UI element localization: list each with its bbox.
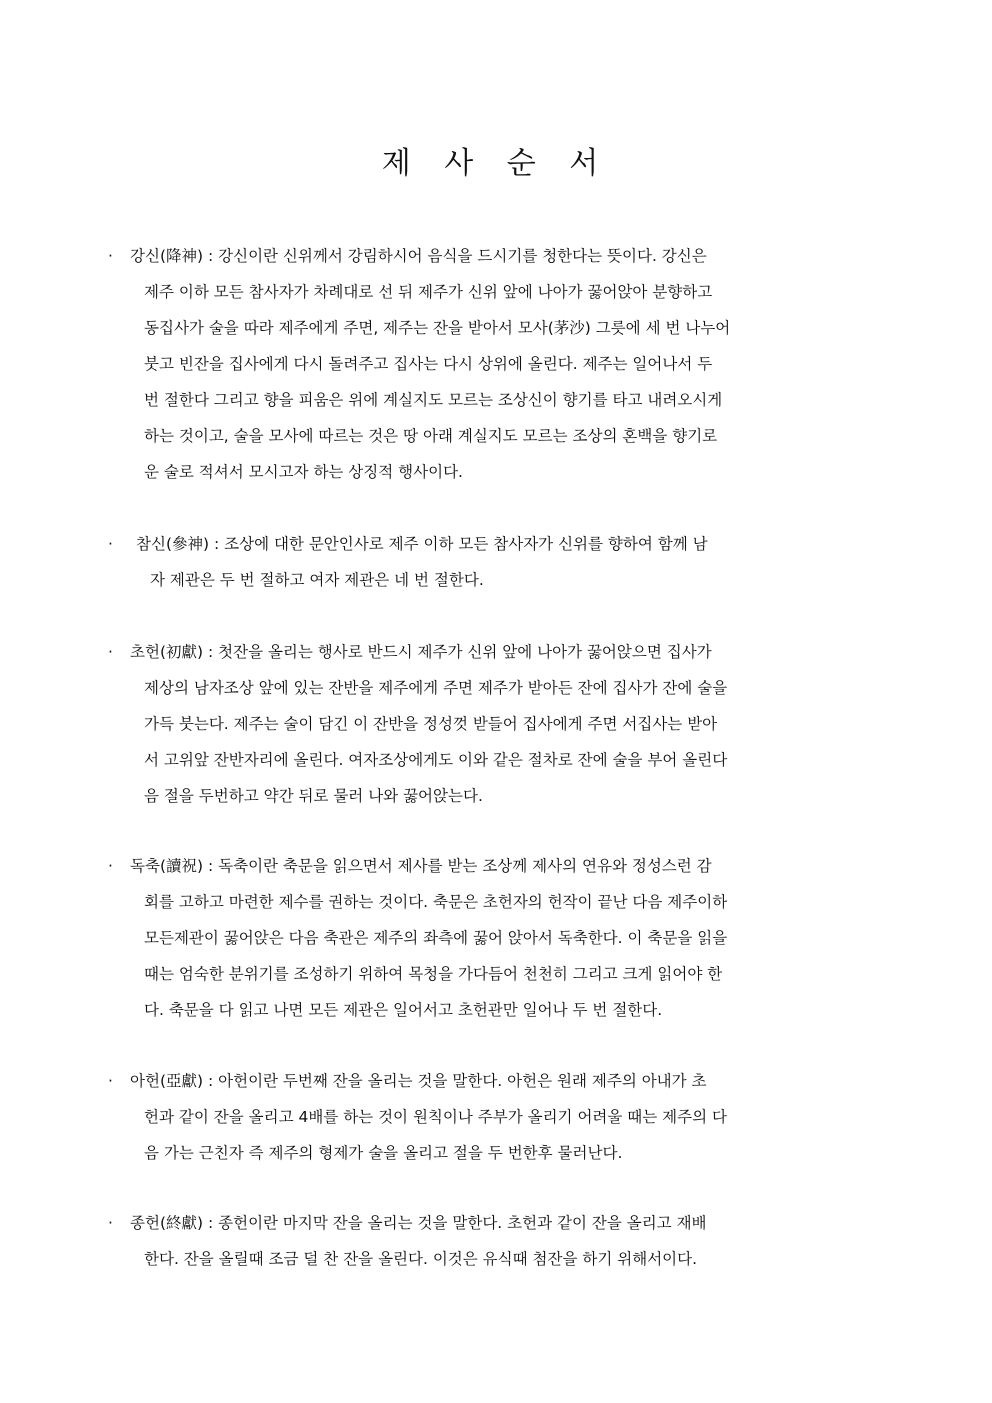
- section-text: 가득 붓는다. 제주는 술이 담긴 이 잔반을 정성껏 받들어 집사에게 주면 서집사는 받아: [144, 715, 718, 733]
- section-text: 음 절을 두번하고 약간 뒤로 물러 나와 꿇어앉는다.: [144, 787, 483, 805]
- section-dokchuk: [108, 848, 900, 1028]
- section-text: 모든제관이 꿇어앉은 다음 축관은 제주의 좌측에 꿇어 앉아서 독축한다. 이 축문을 읽을: [144, 929, 728, 947]
- section-line: [144, 706, 900, 742]
- section-line: [108, 848, 900, 884]
- bullet-mark: ·: [108, 247, 113, 265]
- section-text: 서 고위앞 잔반자리에 올린다. 여자조상에게도 이와 같은 절차로 잔에 술을 부어 올린다: [144, 751, 728, 769]
- section-text: 한다. 잔을 올릴때 조금 덜 찬 잔을 올린다. 이것은 유식때 첨잔을 하기 위해서이다.: [144, 1250, 698, 1268]
- section-line: [144, 920, 900, 956]
- section-line: [108, 634, 900, 670]
- section-text: 아헌(亞獻) : 아헌이란 두번째 잔을 올리는 것을 말한다. 아헌은 원래 제주의 아내가 초: [130, 1072, 707, 1090]
- section-line: [144, 884, 900, 920]
- section-line: [144, 382, 900, 418]
- section-choheon: [108, 634, 900, 814]
- section-line: [144, 1135, 900, 1171]
- section-text: 회를 고하고 마련한 제수를 권하는 것이다. 축문은 초헌자의 헌작이 끝난 다음 제주이하: [144, 893, 728, 911]
- section-text: 하는 것이고, 술을 모사에 따르는 것은 땅 아래 계실지도 모르는 조상의 혼백을 향기로: [144, 427, 718, 445]
- section-line: [144, 778, 900, 814]
- bullet-mark: ·: [108, 1214, 113, 1232]
- section-line: [144, 992, 900, 1028]
- section-text: 붓고 빈잔을 집사에게 다시 돌려주고 집사는 다시 상위에 올린다. 제주는 일어나서 두: [144, 355, 713, 373]
- section-line: [144, 346, 900, 382]
- section-line: [144, 454, 900, 490]
- section-text: 종헌(終獻) : 종헌이란 마지막 잔을 올리는 것을 말한다. 초헌과 같이 잔을 올리고 재배: [130, 1214, 707, 1232]
- page-title: 제 사 순 서: [381, 146, 611, 181]
- section-line: [144, 670, 900, 706]
- section-line: [144, 310, 900, 346]
- section-line: [150, 562, 900, 598]
- section-text: 음 가는 근친자 즉 제주의 형제가 술을 올리고 절을 두 번한후 물러난다.: [144, 1144, 623, 1162]
- section-line: [144, 742, 900, 778]
- bullet-mark: ·: [108, 535, 113, 553]
- section-line: [144, 956, 900, 992]
- section-text: 운 술로 적셔서 모시고자 하는 상징적 행사이다.: [144, 463, 463, 481]
- bullet-mark: ·: [108, 643, 113, 661]
- section-line: [144, 1241, 900, 1277]
- section-gangsin: [108, 238, 900, 490]
- section-text: 참신(參神) : 조상에 대한 문안인사로 제주 이하 모든 참사자가 신위를 향하여 함께 남: [136, 535, 708, 553]
- section-text: 강신(降神) : 강신이란 신위께서 강림하시어 음식을 드시기를 청한다는 뜻이다. 강신은: [130, 247, 707, 265]
- section-jongheon: [108, 1205, 900, 1277]
- section-text: 초헌(初獻) : 첫잔을 올리는 행사로 반드시 제주가 신위 앞에 나아가 꿇어앉으면 집사가: [130, 643, 712, 661]
- section-line: [108, 238, 900, 274]
- section-line: [108, 1205, 900, 1241]
- section-text: 제상의 남자조상 앞에 있는 잔반을 제주에게 주면 제주가 받아든 잔에 집사가 잔에 술을: [144, 679, 728, 697]
- section-line: [144, 274, 900, 310]
- section-line: [144, 1099, 900, 1135]
- section-text: 독축(讀祝) : 독축이란 축문을 읽으면서 제사를 받는 조상께 제사의 연유와 정성스런 감: [130, 857, 712, 875]
- section-text: 다. 축문을 다 읽고 나면 모든 제관은 일어서고 초헌관만 일어나 두 번 절한다.: [144, 1001, 663, 1019]
- section-text: 때는 엄숙한 분위기를 조성하기 위하여 목청을 가다듬어 천천히 그리고 크게 읽어야 한: [144, 965, 723, 983]
- section-text: 번 절한다 그리고 향을 피움은 위에 계실지도 모르는 조상신이 향기를 타고 내려오시게: [144, 391, 723, 409]
- section-text: 헌과 같이 잔을 올리고 4배를 하는 것이 원칙이나 주부가 올리기 어려울 때는 제주의 다: [144, 1108, 727, 1126]
- section-text: 제주 이하 모든 참사자가 차례대로 선 뒤 제주가 신위 앞에 나아가 꿇어앉아 분향하고: [144, 283, 713, 301]
- section-chamsin: [108, 526, 900, 598]
- bullet-mark: ·: [108, 1072, 113, 1090]
- section-text: 자 제관은 두 번 절하고 여자 제관은 네 번 절한다.: [150, 571, 484, 589]
- section-text: 동집사가 술을 따라 제주에게 주면, 제주는 잔을 받아서 모사(茅沙) 그릇에 세 번 나누어: [144, 319, 731, 337]
- section-aheon: [108, 1063, 900, 1171]
- section-line: [108, 1063, 900, 1099]
- section-line: [144, 418, 900, 454]
- section-line: [108, 526, 900, 562]
- bullet-mark: ·: [108, 857, 113, 875]
